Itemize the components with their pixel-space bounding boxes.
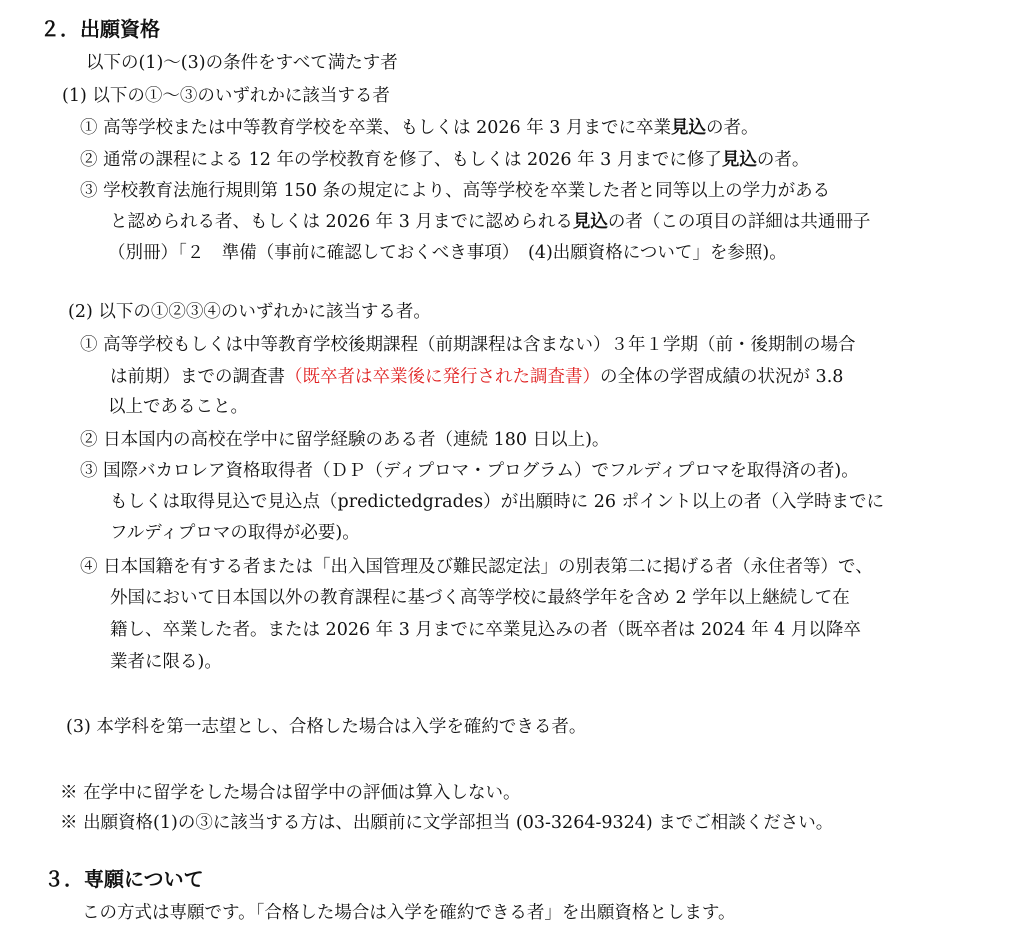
cond2-item4-line2: 外国において日本国以外の教育課程に基づく高等学校に最終学年を含め 2 学年以上継続して在 [110, 588, 850, 608]
cond1-item3-line2 [110, 214, 870, 232]
cond1-item3-line1: ③ 学校教育法施行規則第 150 条の規定により、高等学校を卒業した者と同等以上の学力がある [80, 181, 831, 201]
cond1-item3-line2-text: と認められる者、もしくは 2026 年 3 月までに認められる [110, 212, 573, 232]
cond1-item1-bold: 見込 [670, 118, 706, 138]
cond1-item2 [80, 152, 809, 170]
note-2: ※ 出願資格(1)の③に該当する方は、出願前に文学部担当 (03-3264-9324) までご相談ください。 [60, 813, 834, 833]
cond1-item1 [80, 120, 758, 138]
cond1-item2-bold: 見込 [721, 150, 757, 170]
cond1-item3-line3: （別冊）「２ 準備（事前に確認しておくべき事項） (4)出願資格について」を参照)。 [108, 243, 787, 263]
cond2-item3-line1: ③ 国際バカロレア資格取得者（ＤＰ（ディプロマ・プログラム）でフルディプロマを取得済の者)。 [80, 461, 859, 481]
cond1-item2-text: ② 通常の課程による 12 年の学校教育を修了、もしくは 2026 年 3 月までに修了 [80, 150, 722, 170]
cond2-item4-line1: ④ 日本国籍を有する者または「出入国管理及び難民認定法」の別表第二に掲げる者（永住者等）で、 [80, 557, 873, 577]
cond1-title: (1) 以下の①～③のいずれかに該当する者 [62, 86, 390, 106]
cond2-item3-line3: フルディプロマの取得が必要)。 [110, 523, 360, 543]
cond2-item4-line4: 業者に限る)。 [110, 652, 222, 672]
cond2-item1-line3: 以上であること。 [108, 397, 248, 417]
cond3: (3) 本学科を第一志望とし、合格した場合は入学を確約できる者。 [66, 717, 587, 737]
cond2-item1-line2 [110, 369, 843, 387]
cond2-item1-line2-text: は前期）までの調査書 [110, 367, 285, 387]
cond2-item3-line2: もしくは取得見込で見込点（predictedgrades）が出願時に 26 ポイント以上の者（入学時までに [110, 492, 885, 512]
cond1-item3-bold: 見込 [572, 212, 608, 232]
cond2-item1-red-note: （既卒者は卒業後に発行された調査書） [285, 367, 600, 387]
cond2-title: (2) 以下の①②③④のいずれかに該当する者。 [68, 302, 431, 322]
section-3-heading: ３．専願について [44, 867, 204, 891]
cond2-item2: ② 日本国内の高校在学中に留学経験のある者（連続 180 日以上)。 [80, 430, 610, 450]
cond1-item3-line2-post: の者（この項目の詳細は共通冊子 [607, 212, 871, 232]
cond1-item2-post: の者。 [756, 150, 810, 170]
section-2-heading: ２．出願資格 [40, 17, 160, 41]
cond2-item1-line2-post: の全体の学習成績の状況が 3.8 [600, 367, 844, 387]
section-2-intro: 以下の(1)～(3)の条件をすべて満たす者 [86, 53, 398, 73]
cond2-item4-line3: 籍し、卒業した者。または 2026 年 3 月までに卒業見込みの者（既卒者は 2024 年 4 月以降卒 [110, 620, 861, 640]
cond1-item1-post: の者。 [705, 118, 759, 138]
note-1: ※ 在学中に留学をした場合は留学中の評価は算入しない。 [60, 783, 521, 803]
cond1-item1-text: ① 高等学校または中等教育学校を卒業、もしくは 2026 年 3 月までに卒業 [80, 118, 671, 138]
section-3-text: この方式は専願です。「合格した場合は入学を確約できる者」を出願資格とします。 [82, 903, 736, 923]
cond2-item1-line1: ① 高等学校もしくは中等教育学校後期課程（前期課程は含まない）３年１学期（前・後期制の場合 [80, 335, 856, 355]
